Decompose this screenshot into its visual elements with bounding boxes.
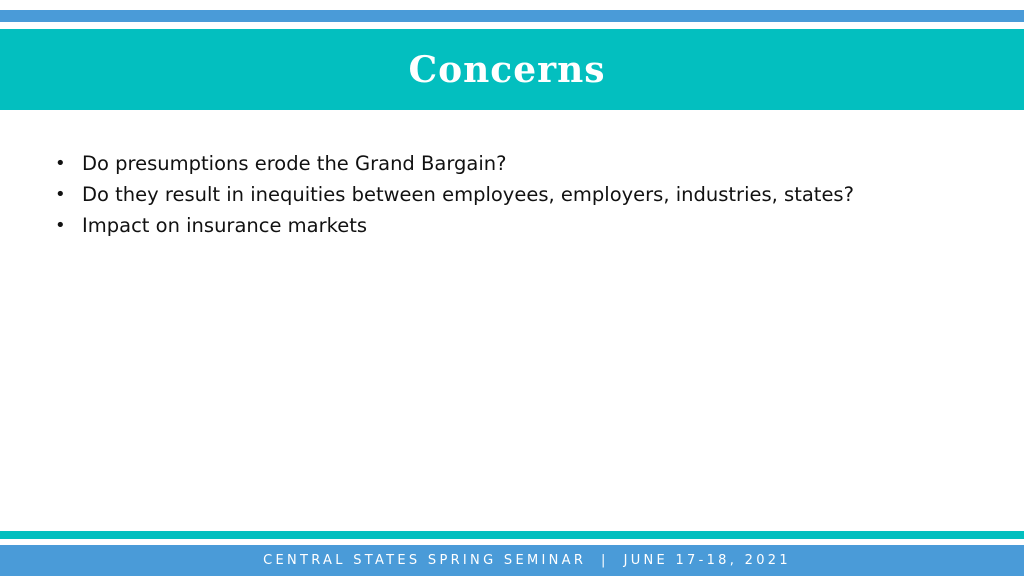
bullet-text: Impact on insurance markets [82, 214, 368, 237]
bullet-icon: • [55, 184, 66, 205]
bullet-list [55, 148, 854, 241]
bullet-icon: • [55, 215, 66, 236]
bullet-item [55, 148, 854, 179]
bullet-item [55, 179, 854, 210]
bullet-item [55, 210, 854, 241]
bullet-text: Do presumptions erode the Grand Bargain? [82, 152, 507, 175]
slide-title: Concerns [408, 48, 606, 91]
footer-text: CENTRAL STATES SPRING SEMINAR | JUNE 17-18, 2021 [263, 553, 791, 568]
bullet-text: Do they result in inequities between employees, employers, industries, states? [82, 183, 854, 206]
bullet-icon: • [55, 153, 66, 174]
top-accent-stripe [0, 10, 1024, 22]
bottom-accent-stripe [0, 531, 1024, 539]
